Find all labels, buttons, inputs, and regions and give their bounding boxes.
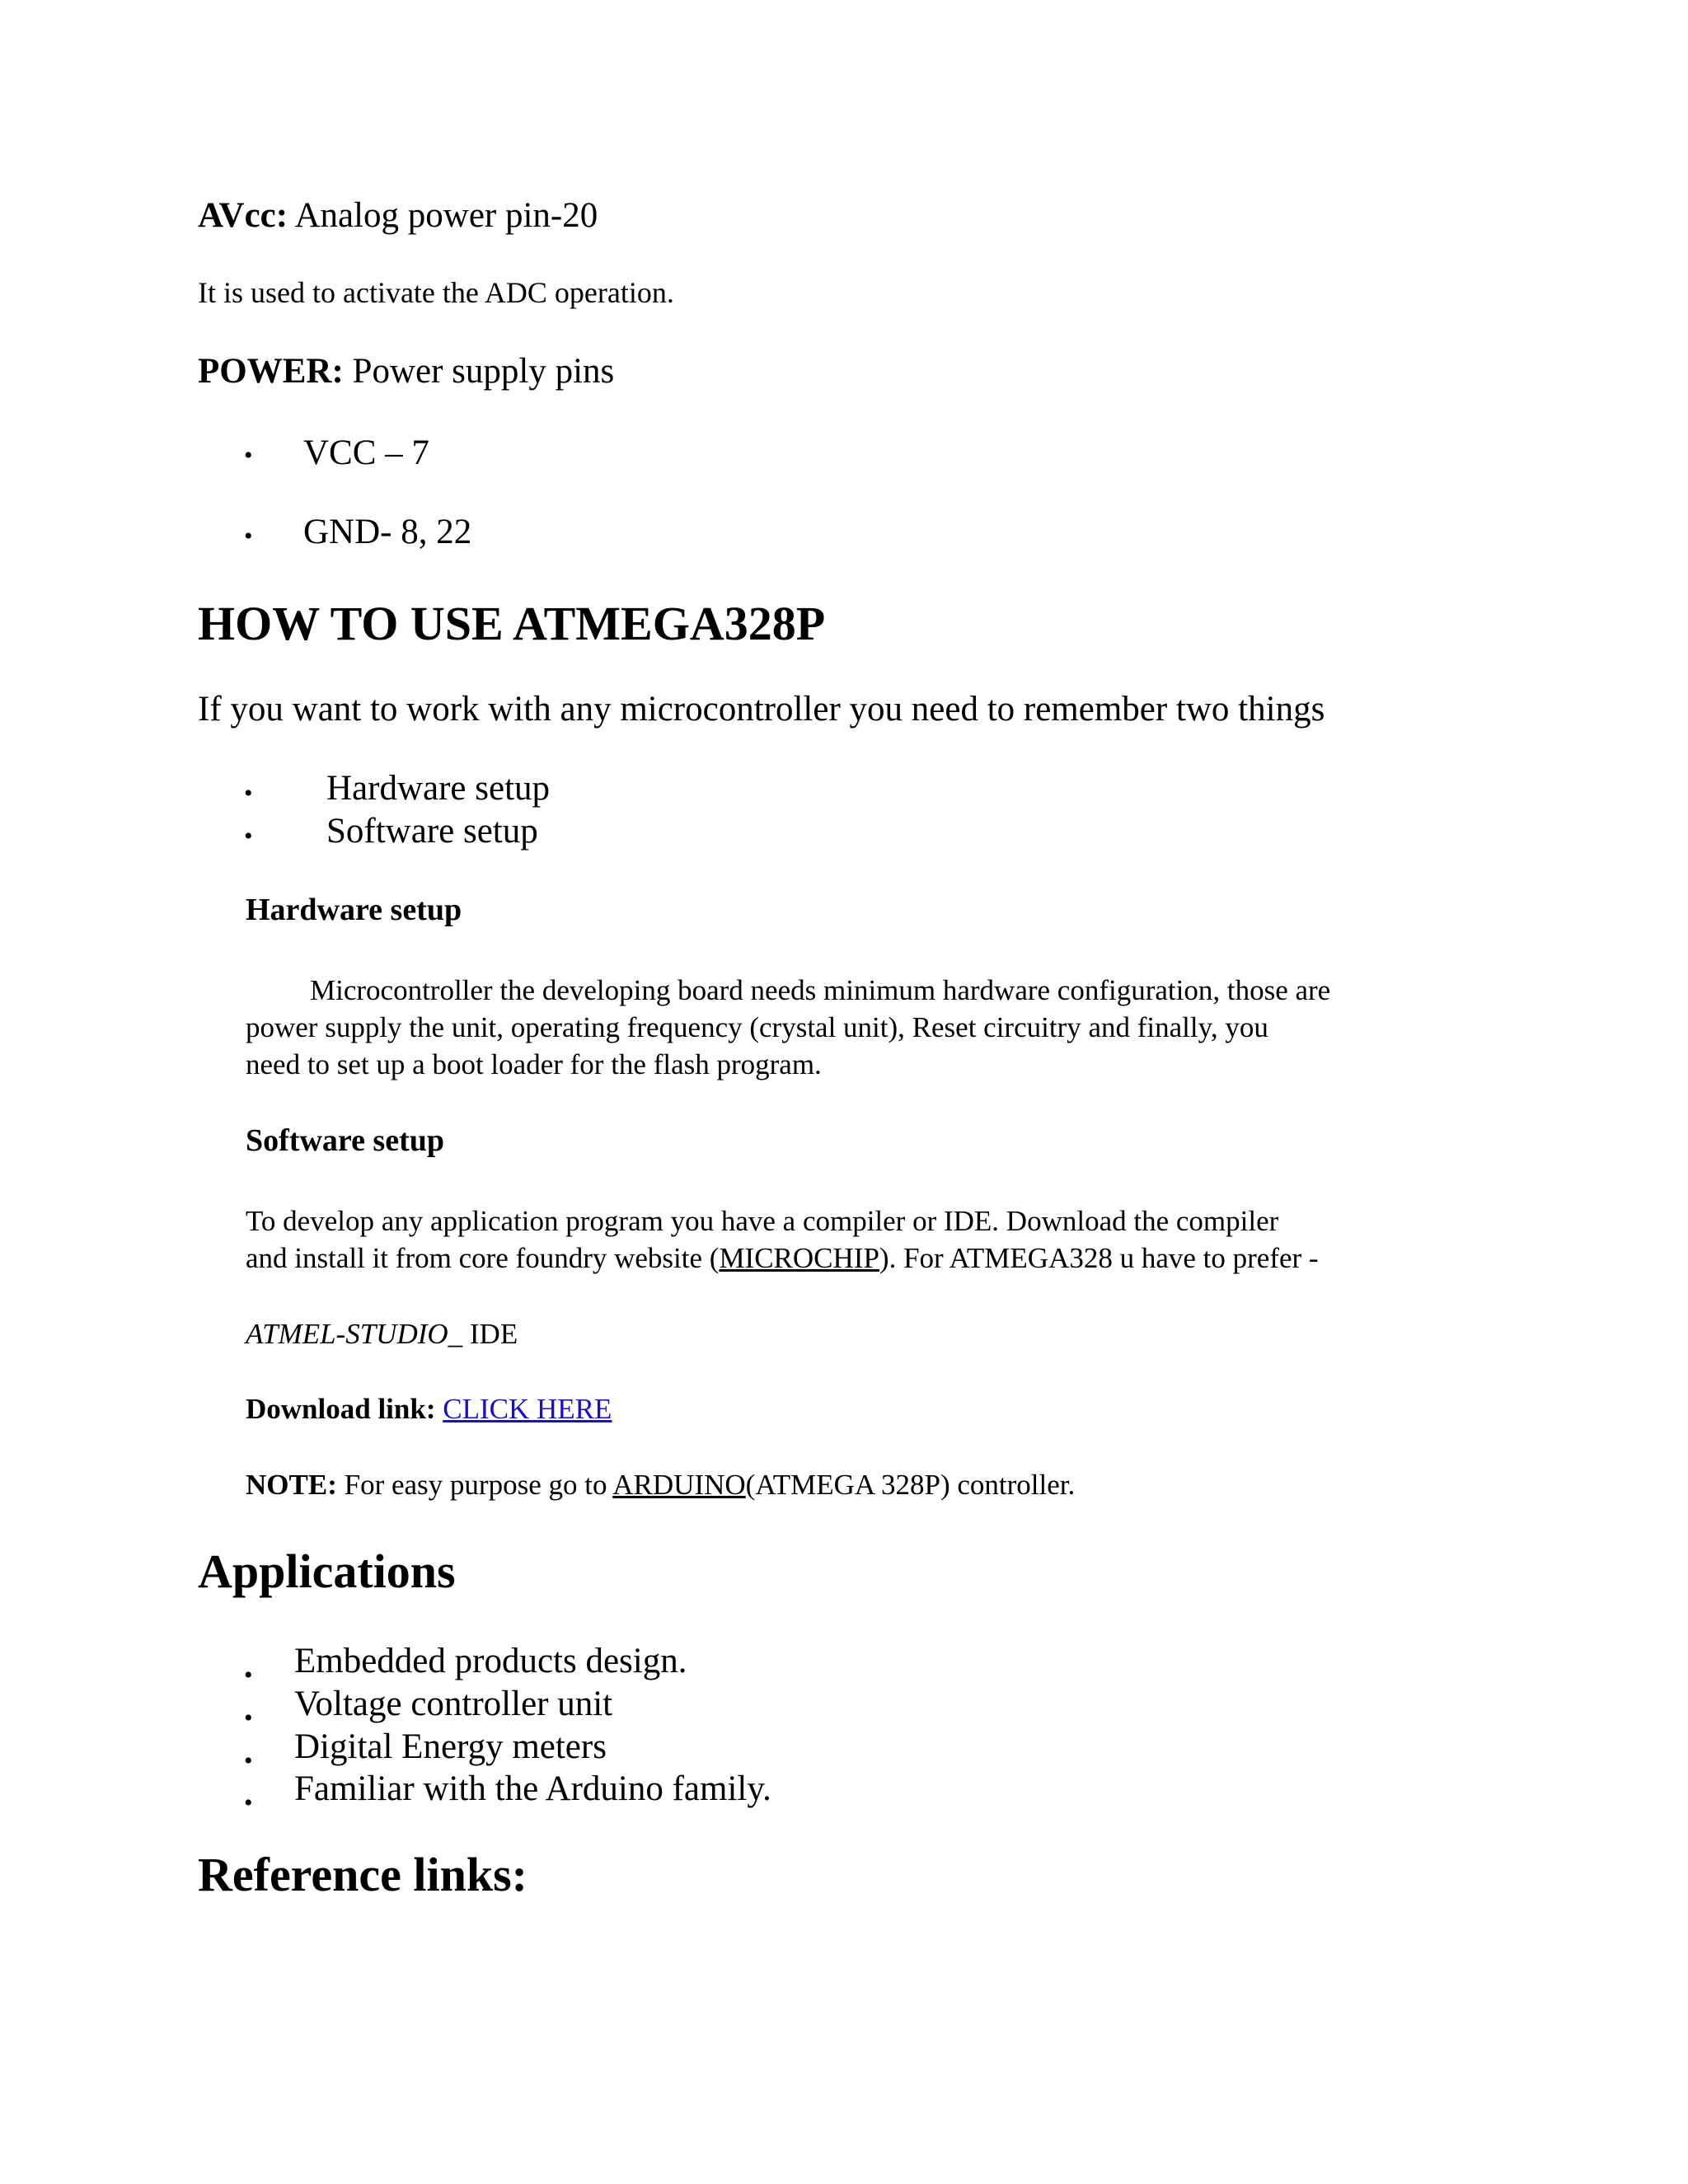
power-item-gnd: GND- 8, 22 bbox=[303, 513, 472, 551]
application-item: Familiar with the Arduino family. bbox=[294, 1769, 771, 1808]
how-to-item-hardware: Hardware setup bbox=[326, 769, 551, 808]
avcc-text: Analog power pin-20 bbox=[288, 196, 598, 235]
download-line bbox=[246, 1391, 612, 1428]
how-to-heading: HOW TO USE ATMEGA328P bbox=[198, 597, 826, 650]
bullet-icon: • bbox=[244, 1704, 253, 1732]
avcc-description: It is used to activate the ADC operation. bbox=[198, 276, 674, 309]
application-item: Voltage controller unit bbox=[294, 1685, 613, 1723]
note-pre: For easy purpose go to bbox=[336, 1469, 613, 1501]
software-paragraph bbox=[246, 1203, 1319, 1277]
bullet-icon: • bbox=[244, 442, 253, 469]
power-item-vcc: VCC – 7 bbox=[303, 434, 429, 472]
bullet-icon: • bbox=[244, 780, 253, 807]
ide-name: ATMEL-STUDIO bbox=[246, 1318, 448, 1350]
power-text: Power supply pins bbox=[343, 352, 615, 391]
note-post: (ATMEGA 328P) controller. bbox=[745, 1469, 1076, 1501]
click-here-link[interactable]: CLICK HERE bbox=[443, 1393, 612, 1425]
note-label: NOTE: bbox=[246, 1469, 337, 1501]
bullet-icon: • bbox=[244, 1747, 253, 1774]
hardware-line-1: Microcontroller the developing board needs minimum hardware configuration, those are bbox=[310, 974, 1331, 1006]
ide-separator: _ bbox=[448, 1318, 463, 1350]
how-to-intro: If you want to work with any microcontroller you need to remember two things bbox=[198, 690, 1325, 729]
bullet-icon: • bbox=[244, 1661, 253, 1689]
avcc-label: AVcc: bbox=[198, 196, 288, 235]
software-heading: Software setup bbox=[246, 1123, 445, 1158]
hardware-paragraph bbox=[246, 972, 1330, 1083]
references-heading: Reference links: bbox=[198, 1848, 528, 1901]
application-item: Embedded products design. bbox=[294, 1642, 687, 1680]
software-line-2-post: ). For ATMEGA328 u have to prefer - bbox=[879, 1241, 1319, 1274]
bullet-icon: • bbox=[244, 523, 253, 550]
hardware-line-2: power supply the unit, operating frequency (crystal unit), Reset circuitry and finally, you bbox=[246, 1010, 1268, 1043]
software-line-2-pre: and install it from core foundry website ( bbox=[246, 1241, 720, 1274]
hardware-line-3: need to set up a boot loader for the flash program. bbox=[246, 1047, 822, 1080]
microchip-link[interactable]: MICROCHIP bbox=[719, 1241, 879, 1274]
applications-heading: Applications bbox=[198, 1544, 456, 1598]
software-line-1: To develop any application program you have a compiler or IDE. Download the compiler bbox=[246, 1205, 1279, 1237]
ide-line bbox=[246, 1316, 518, 1353]
note-line bbox=[246, 1467, 1075, 1504]
hardware-heading: Hardware setup bbox=[246, 893, 462, 927]
bullet-icon: • bbox=[244, 1789, 253, 1816]
ide-text: IDE bbox=[462, 1318, 518, 1350]
power-label: POWER: bbox=[198, 352, 344, 391]
application-item: Digital Energy meters bbox=[294, 1727, 607, 1766]
how-to-item-software: Software setup bbox=[326, 812, 538, 851]
power-line bbox=[198, 350, 614, 393]
avcc-line bbox=[198, 194, 598, 237]
software-line-2 bbox=[246, 1240, 1319, 1277]
arduino-link[interactable]: ARDUINO bbox=[612, 1469, 746, 1501]
download-label: Download link: bbox=[246, 1393, 436, 1425]
bullet-icon: • bbox=[244, 823, 253, 850]
